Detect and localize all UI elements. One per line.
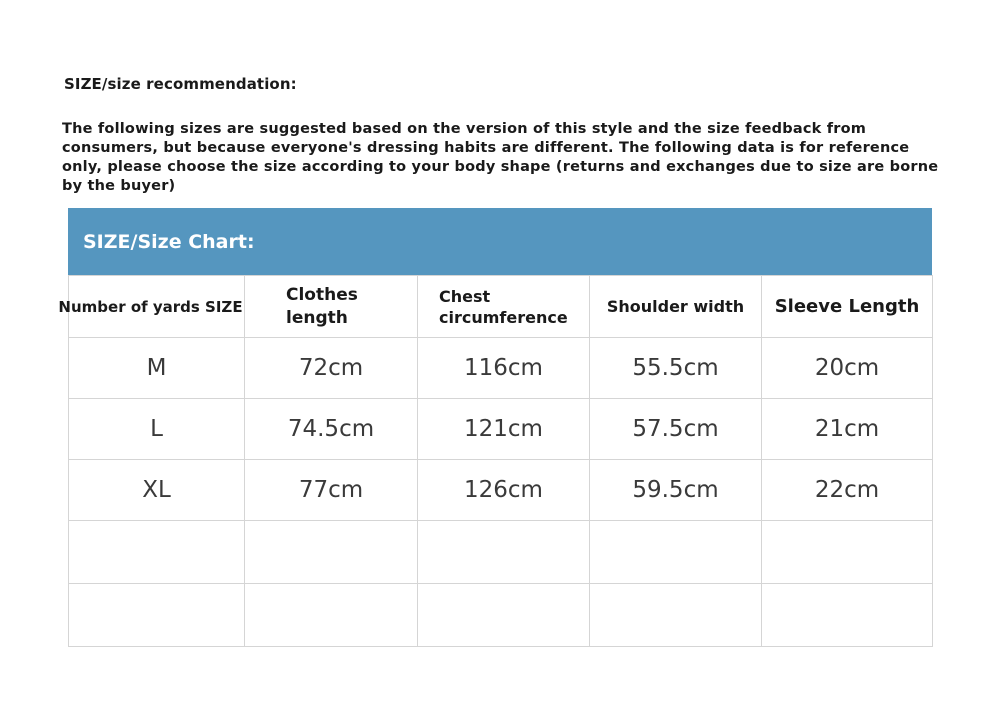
clothes-length-cell [245, 584, 418, 647]
sleeve-length-cell: 21cm [762, 399, 933, 460]
size-cell: L [69, 399, 245, 460]
chest-circumference-cell [418, 584, 590, 647]
table-row [69, 338, 933, 399]
size-cell: M [69, 338, 245, 399]
column-header-chest-circumference: Chest circumference [418, 276, 590, 338]
shoulder-width-cell: 59.5cm [590, 460, 762, 521]
sleeve-length-cell: 20cm [762, 338, 933, 399]
size-recommendation-text: The following sizes are suggested based on the version of this style and the size feedback from consumers, but because everyone's dressing habits are different. The following data is for reference only, please choose the size according to your body shape (returns and exchanges due to size are borne by the buyer) [62, 121, 939, 194]
size-cell [69, 521, 245, 584]
clothes-length-cell [245, 521, 418, 584]
column-header-sleeve-length: Sleeve Length [762, 276, 933, 338]
size-cell [69, 584, 245, 647]
chest-circumference-cell: 121cm [418, 399, 590, 460]
table-row [69, 399, 933, 460]
column-header-size: Number of yards SIZE [69, 276, 245, 338]
clothes-length-cell: 77cm [245, 460, 418, 521]
sleeve-length-cell: 22cm [762, 460, 933, 521]
size-chart-title-bar [68, 208, 932, 275]
clothes-length-cell: 74.5cm [245, 399, 418, 460]
size-recommendation-heading: SIZE/size recommendation: [64, 75, 297, 93]
size-chart-table [58, 275, 933, 647]
table-header-row [69, 276, 933, 338]
shoulder-width-cell [590, 521, 762, 584]
shoulder-width-cell [590, 584, 762, 647]
size-chart-title: SIZE/Size Chart: [83, 230, 255, 253]
column-header-shoulder-width: Shoulder width [590, 276, 762, 338]
table-row [69, 460, 933, 521]
sleeve-length-cell [762, 521, 933, 584]
shoulder-width-cell: 57.5cm [590, 399, 762, 460]
shoulder-width-cell: 55.5cm [590, 338, 762, 399]
size-cell: XL [69, 460, 245, 521]
clothes-length-cell: 72cm [245, 338, 418, 399]
chest-circumference-cell [418, 521, 590, 584]
sleeve-length-cell [762, 584, 933, 647]
table-row [69, 584, 933, 647]
chest-circumference-cell: 116cm [418, 338, 590, 399]
column-header-clothes-length: Clothes length [245, 276, 418, 338]
table-row [69, 521, 933, 584]
chest-circumference-cell: 126cm [418, 460, 590, 521]
